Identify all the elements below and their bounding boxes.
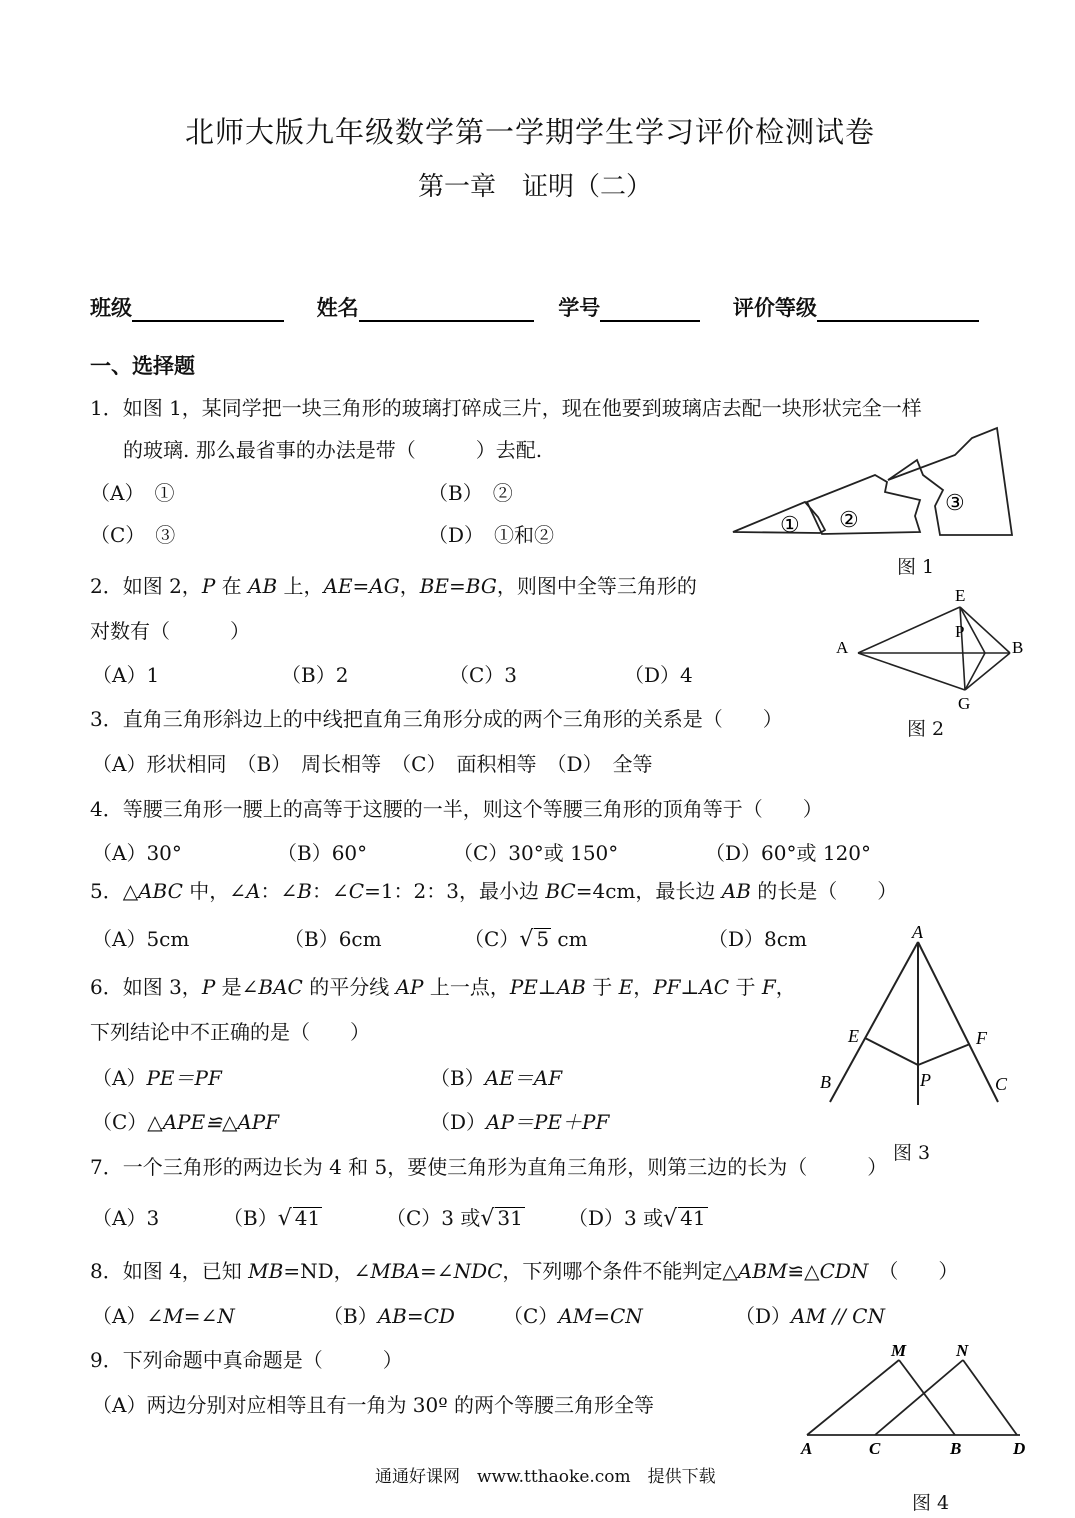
q4-line1: 4．等腰三角形一腰上的高等于这腰的一半，则这个等腰三角形的顶角等于（ ） xyxy=(90,797,823,821)
q1-option-d[interactable]: （D） ①和② xyxy=(428,523,555,547)
figure-3-caption: 图 3 xyxy=(893,1142,931,1164)
fig3-point-c: C xyxy=(995,1074,1008,1094)
figure-2-kite xyxy=(830,585,1030,715)
fig2-point-b: B xyxy=(1012,638,1024,657)
student-info-row xyxy=(90,292,979,322)
q8-option-b[interactable]: （B）AB=CD xyxy=(323,1304,455,1328)
glass-piece-2-label: ② xyxy=(839,507,859,532)
q2-option-d[interactable]: （D）4 xyxy=(624,663,693,687)
fig3-point-b: B xyxy=(820,1072,831,1092)
fig3-point-f: F xyxy=(976,1028,987,1048)
fig4-point-b: B xyxy=(950,1439,962,1458)
q1-line2: 的玻璃. 那么最省事的办法是带（ ）去配. xyxy=(123,438,543,462)
page-title: 北师大版九年级数学第一学期学生学习评价检测试卷 xyxy=(184,115,875,149)
glass-piece-3-label: ③ xyxy=(945,490,965,515)
fig4-point-m: M xyxy=(891,1341,907,1360)
number-label: 学号 xyxy=(558,296,601,320)
q6-line2: 下列结论中不正确的是（ ） xyxy=(90,1020,370,1044)
figure-2-caption: 图 2 xyxy=(907,718,945,740)
q1-option-c[interactable]: （C） ③ xyxy=(90,523,176,547)
page-subtitle: 第一章 证明（二） xyxy=(417,172,652,202)
q4-option-a[interactable]: （A）30° xyxy=(92,841,182,865)
figure-1-broken-glass xyxy=(725,420,1025,545)
q6-option-c[interactable]: （C）△APE≌△APF xyxy=(92,1110,280,1134)
q7-option-a[interactable]: （A）3 xyxy=(92,1206,160,1230)
q3-line1: 3．直角三角形斜边上的中线把直角三角形分成的两个三角形的关系是（ ） xyxy=(90,707,783,731)
fig3-point-e: E xyxy=(848,1026,859,1046)
fig2-point-g: G xyxy=(958,694,971,713)
q2-option-b[interactable]: （B）2 xyxy=(281,663,349,687)
q4-option-b[interactable]: （B）60° xyxy=(277,841,368,865)
fig4-point-d: D xyxy=(1013,1439,1026,1458)
q5-option-c[interactable]: （C）√ 5 cm xyxy=(464,927,588,952)
fig2-point-a: A xyxy=(836,638,849,657)
fig4-point-a: A xyxy=(801,1439,813,1458)
q5-option-b[interactable]: （B）6cm xyxy=(284,927,382,951)
q6-option-d[interactable]: （D）AP＝PE＋PF xyxy=(430,1110,610,1134)
fig2-point-p: P xyxy=(955,622,965,641)
q5-option-a[interactable]: （A）5cm xyxy=(92,927,190,951)
q6-option-a[interactable]: （A）PE＝PF xyxy=(92,1066,222,1090)
number-blank[interactable] xyxy=(600,300,700,322)
section-heading: 一、选择题 xyxy=(90,354,195,378)
q1-option-a[interactable]: （A） ① xyxy=(90,481,175,505)
figure-1-caption: 图 1 xyxy=(897,556,935,578)
figure-3-angle-bisector xyxy=(810,920,1030,1120)
figure-4-caption: 图 4 xyxy=(912,1492,950,1514)
grade-label: 评价等级 xyxy=(732,296,817,320)
q6-option-b[interactable]: （B）AE＝AF xyxy=(430,1066,563,1090)
name-blank[interactable] xyxy=(359,300,534,322)
q6-line1: 6．如图 3，P 是∠BAC 的平分线 AP 上一点，PE⊥AB 于 E，PF⊥AC 于 F， xyxy=(90,975,796,999)
q2-option-c[interactable]: （C）3 xyxy=(449,663,518,687)
q1-option-b[interactable]: （B） ② xyxy=(428,481,513,505)
fig2-point-e: E xyxy=(955,586,966,605)
q7-line1: 7．一个三角形的两边长为 4 和 5，要使三角形为直角三角形，则第三边的长为（ ） xyxy=(90,1155,888,1179)
q8-option-d[interactable]: （D）AM // CN xyxy=(735,1304,885,1328)
q2-line1: 2．如图 2，P 在 AB 上，AE=AG，BE=BG，则图中全等三角形的 xyxy=(90,574,697,598)
q9-option-a[interactable]: （A）两边分别对应相等且有一角为 30º 的两个等腰三角形全等 xyxy=(92,1393,655,1417)
class-label: 班级 xyxy=(90,296,132,320)
name-label: 姓名 xyxy=(316,296,359,320)
q4-option-d[interactable]: （D）60°或 120° xyxy=(705,841,872,865)
fig3-point-a: A xyxy=(912,922,923,942)
q1-line1: 1．如图 1，某同学把一块三角形的玻璃打碎成三片，现在他要到玻璃店去配一块形状完全一样 xyxy=(90,396,922,420)
fig4-point-c: C xyxy=(869,1439,881,1458)
page-footer: 通通好课网 www.tthaoke.com 提供下载 xyxy=(375,1467,716,1487)
figure-4-triangles xyxy=(795,1338,1040,1463)
q7-option-c[interactable]: （C）3 或√ 31 xyxy=(386,1206,523,1231)
q2-option-a[interactable]: （A）1 xyxy=(92,663,160,687)
fig4-point-n: N xyxy=(956,1341,969,1360)
q2-line2: 对数有（ ） xyxy=(90,619,250,643)
fig3-point-p: P xyxy=(920,1070,931,1090)
q4-option-c[interactable]: （C）30°或 150° xyxy=(453,841,619,865)
q7-option-b[interactable]: （B）√ 41 xyxy=(223,1206,321,1231)
q8-line1: 8．如图 4，已知 MB=ND，∠MBA=∠NDC，下列哪个条件不能判定△ABM≌△CDN （ ） xyxy=(90,1259,959,1283)
grade-blank[interactable] xyxy=(817,300,979,322)
q5-option-d[interactable]: （D）8cm xyxy=(708,927,807,951)
class-blank[interactable] xyxy=(132,300,284,322)
glass-piece-1-label: ① xyxy=(780,512,800,537)
q8-option-a[interactable]: （A）∠M=∠N xyxy=(92,1304,235,1328)
q9-line1: 9．下列命题中真命题是（ ） xyxy=(90,1348,403,1372)
q5-line1: 5．△ABC 中，∠A：∠B：∠C=1：2：3，最小边 BC=4cm，最长边 AB 的长是（ ） xyxy=(90,879,898,903)
q7-option-d[interactable]: （D）3 或√ 41 xyxy=(568,1206,706,1231)
q3-options[interactable]: （A）形状相同 （B） 周长相等 （C） 面积相等 （D） 全等 xyxy=(92,752,653,776)
q8-option-c[interactable]: （C）AM=CN xyxy=(503,1304,643,1328)
